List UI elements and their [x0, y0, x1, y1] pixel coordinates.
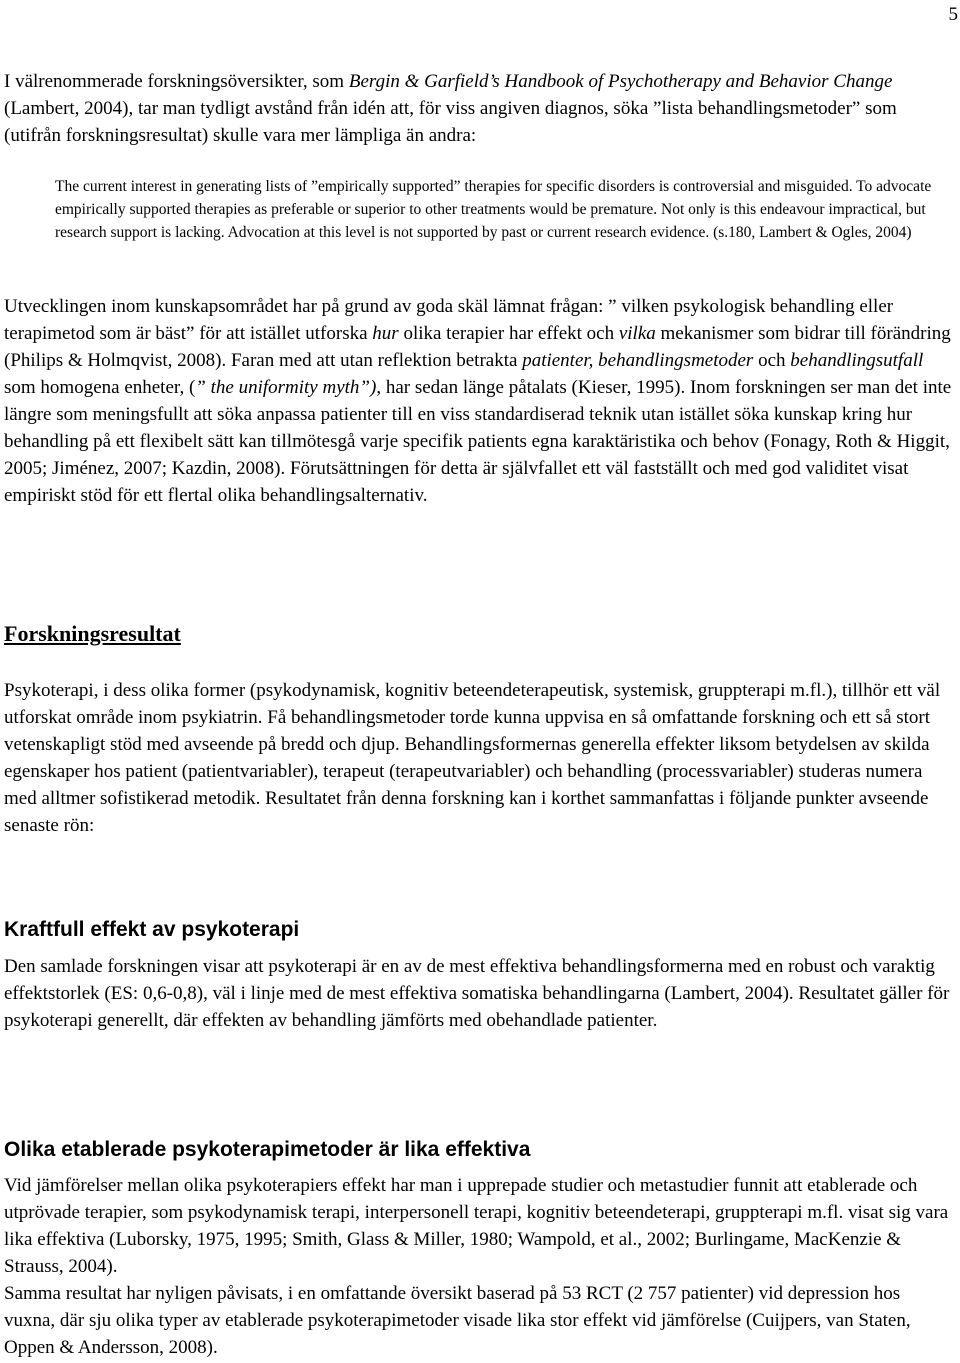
text-run: mekanismer som bidrar till förändring (Philips & Holmqvist, 2008). Faran med att utan reflektion betrakta: [4, 323, 951, 371]
text-run: olika terapier har effekt och: [398, 323, 619, 344]
text-run: som homogena enheter, (: [4, 377, 196, 398]
emph-patienter: patienter, behandlingsmetoder: [522, 350, 754, 371]
section-body-lika-effektiva-1: Vid jämförelser mellan olika psykoterapiers effekt har man i upprepade studier och metastudier funnit att etablerade och utprövade terapier, som psykodynamisk terapi, interpersonell terapi, kognitiv beteendeterapi, gruppterapi m.fl. visat sig vara lika effektiva (Luborsky, 1975, 1995; Smith, Glass & Miller, 1980; Wampold, et al., 2002; Burlingame, MacKenzie & Strauss, 2004).: [4, 1175, 949, 1277]
intro-text-cont: (Lambert, 2004), tar man tydligt avstånd från idén att, för viss angiven diagnos, söka ”lista behandlingsmetoder” som (utifrån forskningsresultat) skulle vara mer lämpliga än andra:: [4, 98, 897, 146]
page-number: 5: [948, 4, 958, 25]
section-heading-lika-effektiva: Olika etablerade psykoterapimetoder är lika effektiva: [4, 1138, 531, 1161]
emph-utfall: behandlingsutfall: [790, 350, 924, 371]
block-quote: The current interest in generating lists of ”empirically supported” therapies for specific disorders is controversial and misguided. To advocate empirically supported therapies as preferable or superior to other treatments would be premature. Not only is this endeavour impractical, but research support is lacking. Advocation at this level is not supported by past or current research evidence. (s.180, Lambert & Ogles, 2004): [55, 178, 932, 242]
emph-vilka: vilka: [618, 323, 656, 344]
text-run: Utvecklingen inom kunskapsområdet har på grund av goda skäl lämnat frågan: ” vilken psykologisk behandling eller terapimetod som är bäst” för att istället utforska: [4, 296, 894, 344]
section-body-forskningsresultat: Psykoterapi, i dess olika former (psykodynamisk, kognitiv beteendeterapeutisk, systemisk, gruppterapi m.fl.), tillhör ett väl utforskat område inom psykiatrin. Få behandlingsmetoder torde kunna uppvisa en så omfattande forskning och ett så stort vetenskapligt stöd med avseende på bredd och djup. Behandlingsformernas generella effekter liksom betydelsen av skilda egenskaper hos patient (patientvariabler), terapeut (terapeutvariabler) och behandling (processvariabler) studeras numera med alltmer sofistikerad metodik. Resultatet från denna forskning kan i korthet sammanfattas i följande punkter avseende senaste rön:: [4, 680, 941, 836]
intro-paragraph: [4, 68, 956, 149]
section-heading-kraftfull-effekt: Kraftfull effekt av psykoterapi: [4, 918, 300, 941]
section-body-lika-effektiva-2: Samma resultat har nyligen påvisats, i en omfattande översikt baserad på 53 RCT (2 757 patienter) vid depression hos vuxna, där sju olika typer av etablerade psykoterapimetoder visade lika stor effekt vid jämförelse (Cuijpers, van Staten, Oppen & Andersson, 2008).: [4, 1283, 911, 1358]
section-heading-forskningsresultat: Forskningsresultat: [4, 621, 181, 646]
development-paragraph: [4, 293, 956, 509]
text-run: och: [753, 350, 791, 371]
intro-text: I välrenommerade forskningsöversikter, som: [4, 71, 349, 92]
emph-uniformity-myth: ” the uniformity myth”): [195, 377, 377, 398]
text-run: , har sedan länge påtalats (Kieser, 1995). Inom forskningen ser man det inte längre som meningsfullt att söka anpassa patienter till en viss standardiserad teknik utan istället söka kunskap kring hur behandling på ett flexibelt sätt kan tillmötesgå varje specifik patients egna karaktäristika och behov (Fonagy, Roth & Higgit, 2005; Jiménez, 2007; Kazdin, 2008). Förutsättningen för detta är självfallet ett väl fastställt och med god validitet visat empiriskt stöd för ett flertal olika behandlingsalternativ.: [4, 377, 952, 506]
section-body-kraftfull-effekt: Den samlade forskningen visar att psykoterapi är en av de mest effektiva behandlingsformerna med en robust och varaktig effektstorlek (ES: 0,6-0,8), väl i linje med de mest effektiva somatiska behandlingarna (Lambert, 2004). Resultatet gäller för psykoterapi generellt, där effekten av behandling jämförts med obehandlade patienter.: [4, 956, 950, 1031]
book-title: Bergin & Garfield’s Handbook of Psychotherapy and Behavior Change: [348, 71, 893, 92]
emph-hur: hur: [372, 323, 399, 344]
